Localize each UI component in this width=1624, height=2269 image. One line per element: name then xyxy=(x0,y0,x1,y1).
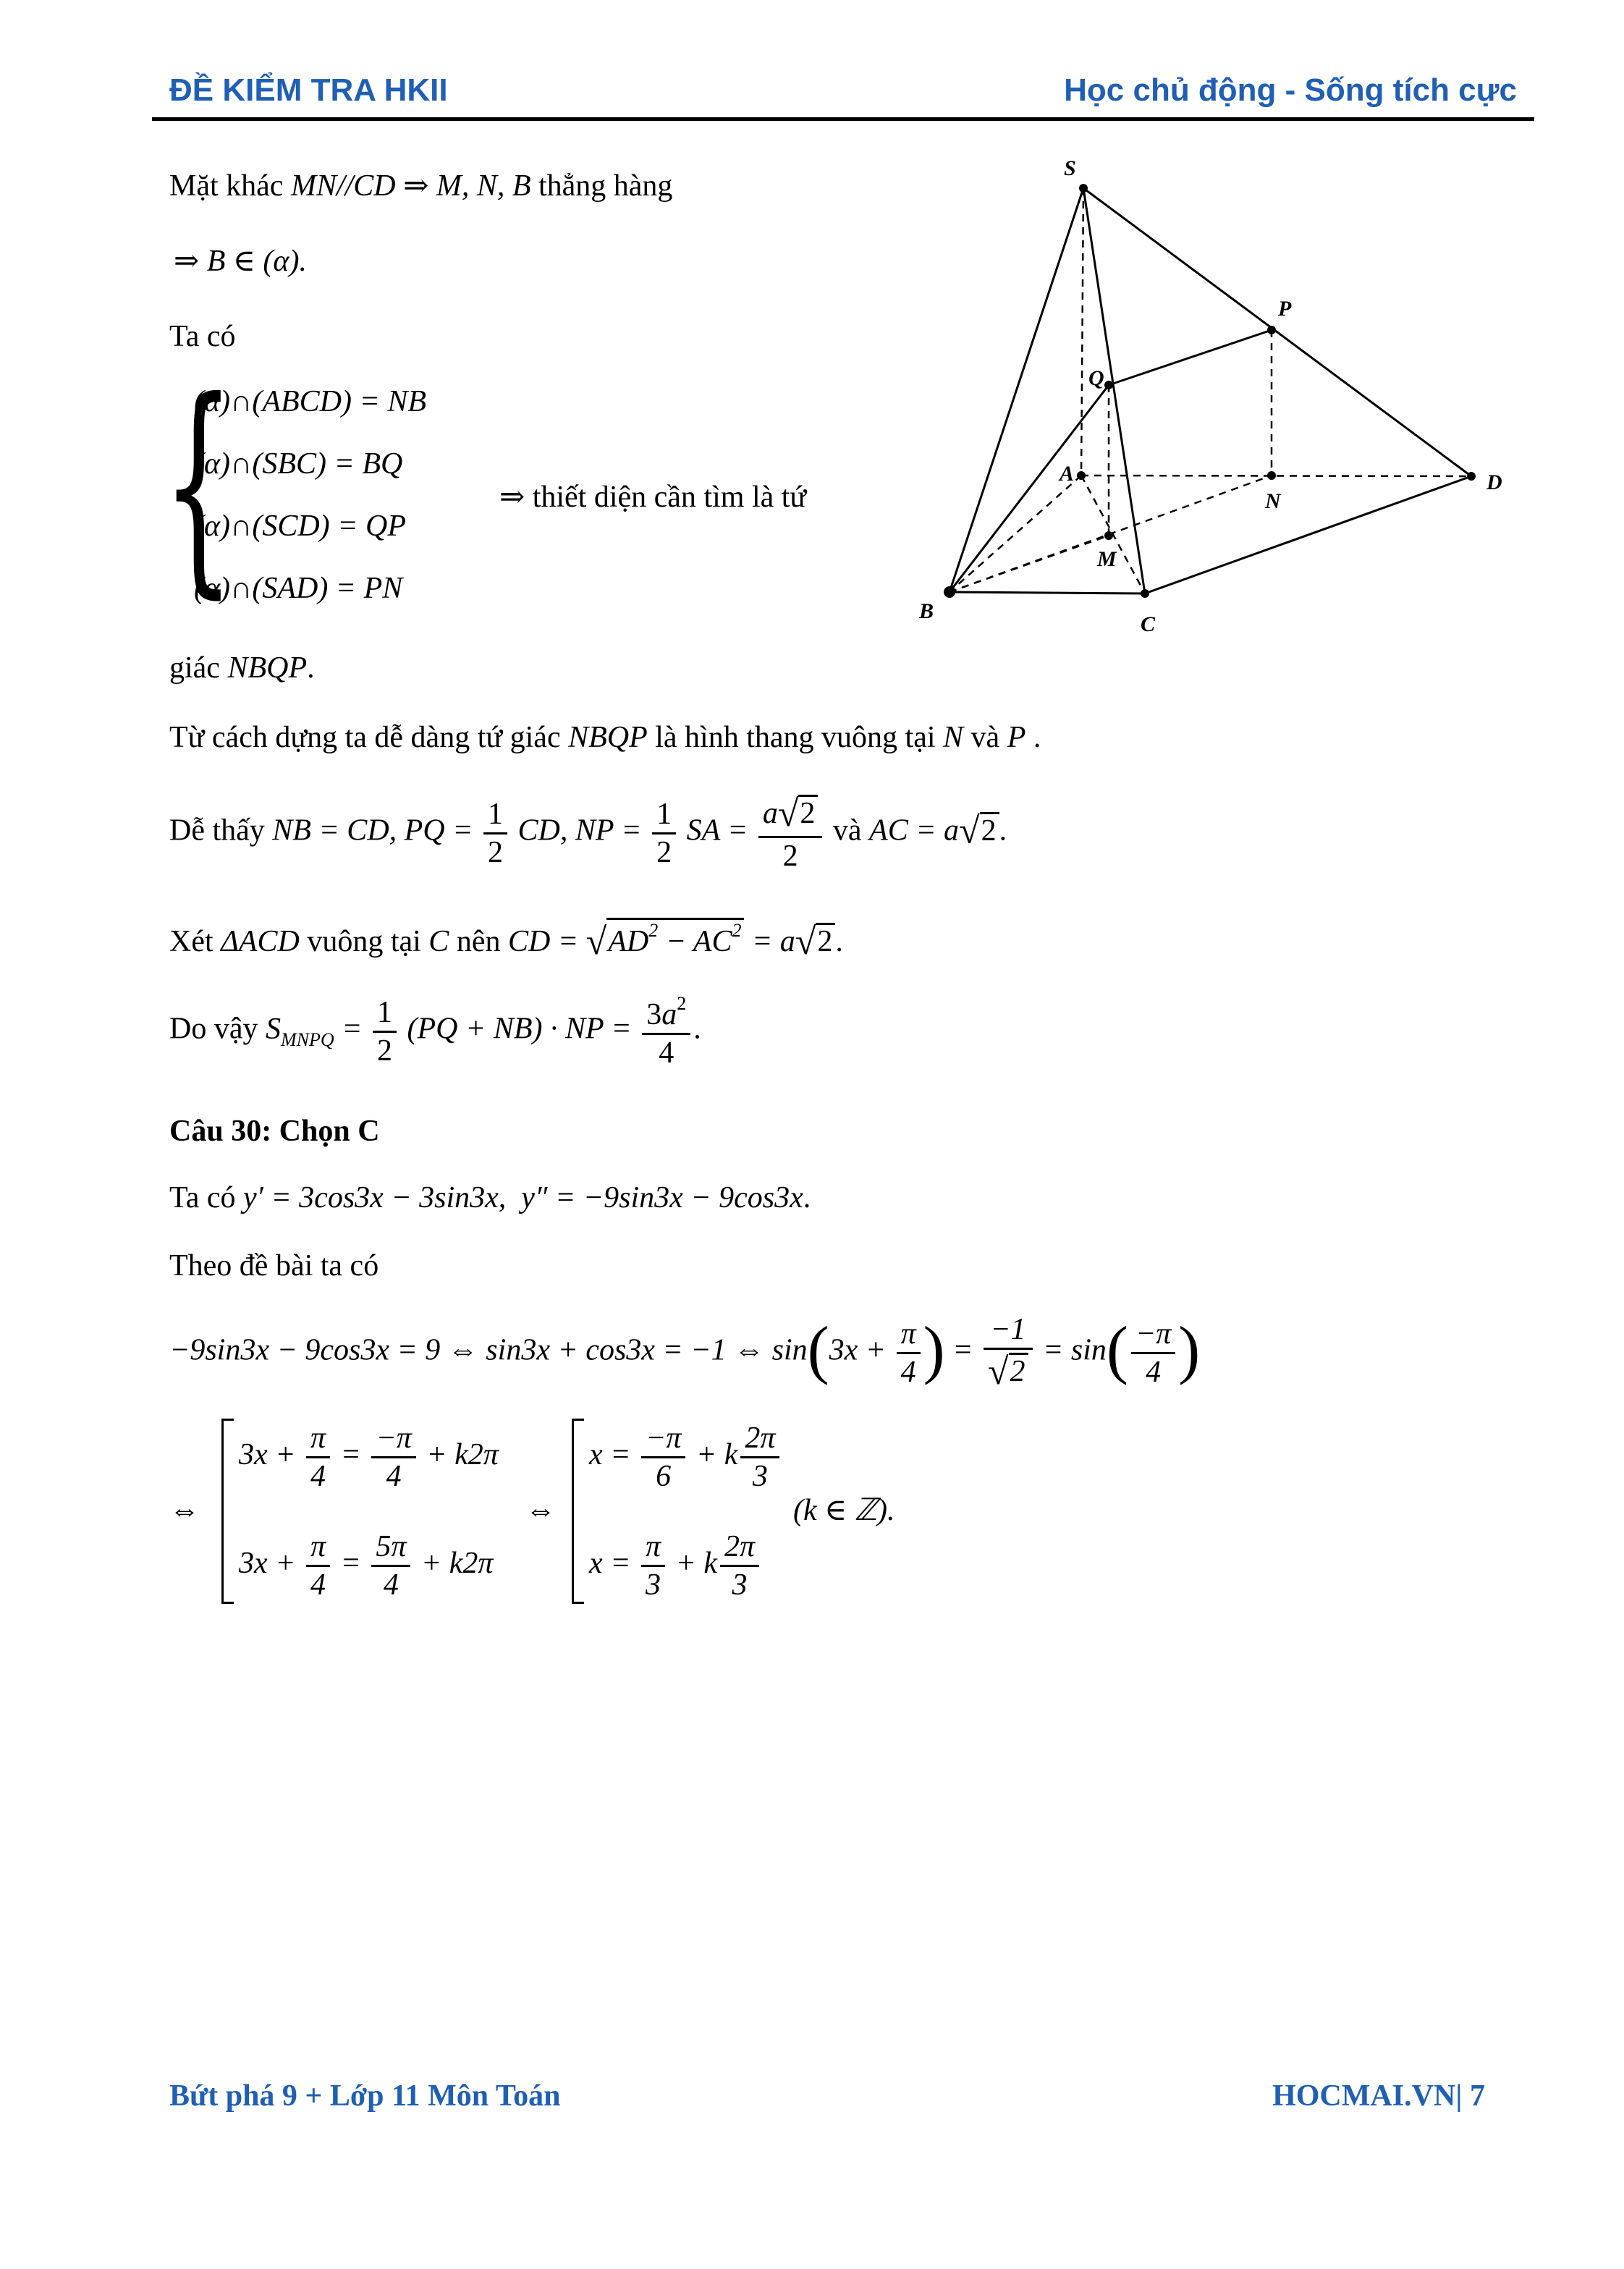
equiv-sign-1: ⇔ xyxy=(169,1494,200,1527)
system-eq-4: (α)∩(SAD) = PN xyxy=(194,572,403,605)
edge-sb xyxy=(950,188,1083,592)
line-equation: −9sin3x − 9cos3x = 9 ⇔ sin3x + cos3x = −1 ⇔ sin(3x + $\frac{\pi}{4}$ ) = $\frac{-1}{√2}$ = sin( $\frac{-\pi}{4}$ ) xyxy=(169,1313,1201,1393)
line-ta-co: Ta có xyxy=(169,320,236,353)
line-collinear: Mặt khác MN//CD ⇒ M, N, B thẳng hàng xyxy=(169,169,673,203)
bracket-2 xyxy=(572,1419,584,1604)
footer-page: HOCMAI.VN| 7 xyxy=(1272,2079,1485,2113)
label-b: B xyxy=(919,599,934,623)
label-n: N xyxy=(1265,489,1281,513)
line-triangle: Xét ΔACD vuông tại C nên CD = $√AD^2 - AC^2 = a√2$. xyxy=(169,918,843,961)
label-c: C xyxy=(1141,612,1156,636)
integer-condition: (k ∈ ℤ). xyxy=(793,1494,895,1527)
edge-sd xyxy=(1083,188,1471,476)
edge-bm xyxy=(950,536,1109,592)
footer-course: Bứt phá 9 + Lớp 11 Môn Toán xyxy=(169,2079,561,2113)
system-conclusion: ⇒ thiết diện cần tìm là tứ xyxy=(499,481,807,514)
system-eq-1: (α)∩(ABCD) = NB xyxy=(194,385,426,418)
line-area: Do vậy $S_{MNPQ}$ = $\frac{1}{2}$ (PQ + NB) · NP = $\frac{3a^2}{4}$ . xyxy=(169,993,701,1070)
label-m: M xyxy=(1097,547,1117,571)
edge-sa xyxy=(1081,188,1083,476)
line-giac: giác NBQP. xyxy=(169,651,315,685)
pyramid-figure xyxy=(919,145,1513,651)
system-brace: { xyxy=(162,352,235,618)
system-eq-2: (α)∩(SBC) = BQ xyxy=(194,447,403,481)
edge-qb xyxy=(950,385,1109,592)
label-s: S xyxy=(1064,156,1076,180)
equiv-sign-2: ⇔ xyxy=(525,1494,556,1527)
label-a: A xyxy=(1060,462,1075,486)
case-1-right: x = $\frac{-\pi}{6}$ + k $\frac{2\pi}{3}$ xyxy=(589,1423,782,1492)
header-slogan: Học chủ động - Sống tích cực xyxy=(1064,72,1517,108)
case-2-right: x = $\frac{\pi}{3}$ + k $\frac{2\pi}{3}$ xyxy=(589,1531,762,1600)
line-b-in-alpha: ⇒ B ∈ (α). xyxy=(174,245,307,278)
label-q: Q xyxy=(1088,366,1104,390)
line-theo-de-bai: Theo đề bài ta có xyxy=(169,1249,379,1283)
bracket-1 xyxy=(221,1419,234,1604)
edge-qp xyxy=(1109,330,1272,385)
header-divider xyxy=(152,117,1534,121)
label-d: D xyxy=(1486,470,1502,494)
line-lengths: Dễ thấy NB = CD, PQ = $\frac{1}{2}$ CD, NP = $\frac{1}{2}$ SA = $\frac{a√2}{2}$ và AC = a√2. xyxy=(169,793,1007,873)
label-p: P xyxy=(1278,297,1292,321)
line-trapezoid: Từ cách dựng ta dễ dàng tứ giác NBQP là hình thang vuông tại N và P . xyxy=(169,721,1041,754)
line-derivatives: Ta có y′ = 3cos3x − 3sin3x, y″ = −9sin3x − 9cos3x. xyxy=(169,1181,811,1214)
edge-cd xyxy=(1145,476,1471,593)
header-title: ĐỀ KIỂM TRA HKII xyxy=(169,72,448,108)
case-1-left: 3x + $\frac{\pi}{4}$ = $\frac{-\pi}{4}$ + k2π xyxy=(239,1421,499,1493)
edge-bc xyxy=(950,592,1145,593)
system-eq-3: (α)∩(SCD) = QP xyxy=(194,510,406,543)
question-30-heading: Câu 30: Chọn C xyxy=(169,1115,380,1148)
case-2-left: 3x + $\frac{\pi}{4}$ = $\frac{5\pi}{4}$ + k2π xyxy=(239,1530,494,1602)
